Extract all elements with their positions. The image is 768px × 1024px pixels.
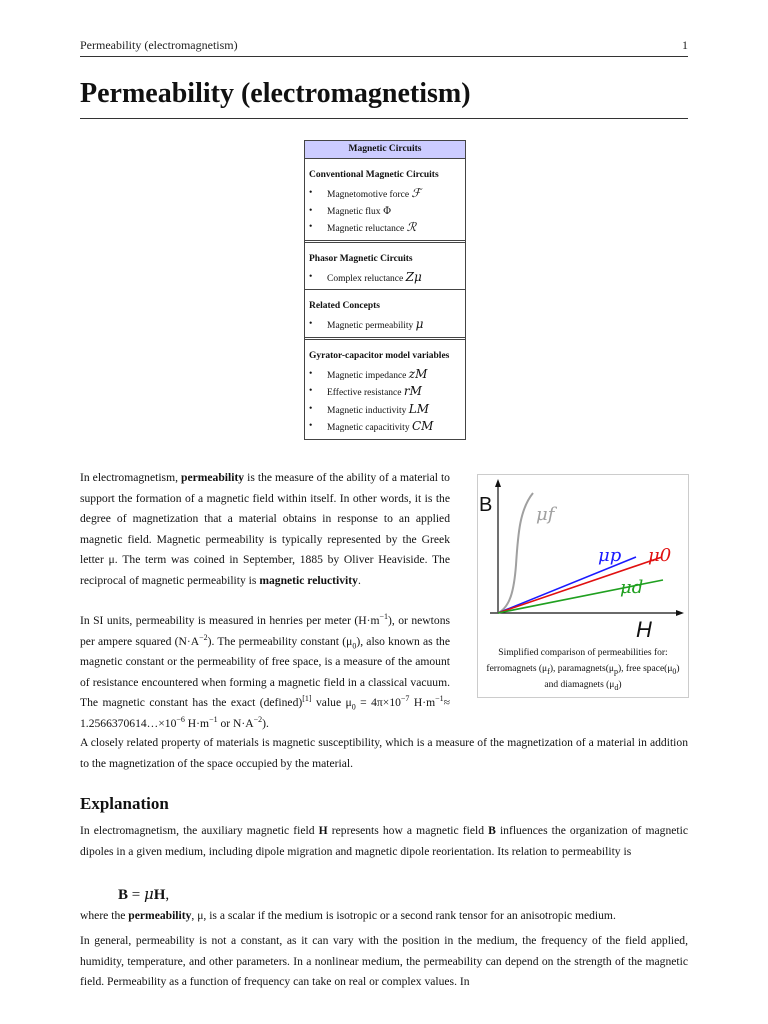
infobox-item-link[interactable]: • Effective resistance rM bbox=[309, 384, 461, 402]
b-axis-arrow bbox=[495, 479, 501, 487]
script-f-symbol: ℱ bbox=[411, 186, 421, 200]
mu-p-label: μp bbox=[598, 545, 622, 566]
nonconstant-paragraph: In general, permeability is not a constant, as it can vary with the position in the medium, the frequency of the field applied, humidity, temperature, and other parameters. In a nonlinear medium, the permeability can depend on the strength of the magnetic field. Permeability as a function of frequency can take on real or complex values. In bbox=[80, 934, 688, 988]
infobox-section-title: Gyrator-capacitor model variables bbox=[309, 350, 450, 361]
h-axis-label: H bbox=[636, 617, 652, 642]
z-m-symbol: zM bbox=[408, 366, 428, 381]
page-title: Permeability (electromagnetism) bbox=[80, 78, 471, 109]
h-axis-arrow bbox=[676, 610, 684, 616]
permeability-term: permeability bbox=[128, 909, 192, 922]
infobox-item-link[interactable]: • Magnetic reluctance ℛ bbox=[309, 220, 461, 238]
infobox-section-title: Conventional Magnetic Circuits bbox=[309, 170, 439, 180]
figure-caption: Simplified comparison of permeabilities for: ferromagnets $(\mu_f)$, $paramagnets(\mu_p)$, free $space(\mu_0)$ and diamagnets $(\mu_d)$ bbox=[486, 648, 680, 692]
magnetic-circuits-infobox bbox=[304, 140, 466, 440]
permeability-term: permeability bbox=[181, 471, 245, 484]
infobox-section-related bbox=[305, 289, 465, 337]
infobox-section-gyrator bbox=[305, 337, 465, 439]
running-title: Permeability (electromagnetism) bbox=[80, 38, 238, 52]
infobox-item-link[interactable]: • Magnetomotive force ℱ bbox=[309, 186, 461, 204]
susceptibility-paragraph: A closely related property of materials is magnetic susceptibility, which is a measure of the magnetization of a material in addition to the magnetization of the space occupied by the material. bbox=[80, 736, 688, 770]
infobox-item-link[interactable]: • Magnetic inductivity LM bbox=[309, 402, 461, 420]
h-field-symbol: H bbox=[318, 824, 328, 837]
infobox-item-link[interactable]: • Magnetic permeability μ bbox=[309, 317, 461, 335]
infobox-item-link[interactable]: • Complex reluctance Zμ bbox=[309, 270, 461, 288]
infobox-section-conventional bbox=[305, 159, 465, 240]
intro-paragraph: In electromagnetism, permeability is the measure of the ability of a material to support the formation of a magnetic field within itself. In other words, it is the degree of magnetization that a material obtains in response to an applied magnetic field. Magnetic permeability is typically represented by the Greek letter μ. The term was coined in September, 1885 by Oliver Heaviside. The reciprocal of magnetic permeability is magnetic reluctivity. bbox=[80, 471, 450, 587]
explanation-paragraph: In electromagnetism, the auxiliary magnetic field H represents how a magnetic field B influences the organization of magnetic dipoles in a given medium, including dipole migration and magnetic dipole reorientation. Its relation to permeability is bbox=[80, 824, 689, 858]
explanation-heading: Explanation bbox=[80, 794, 169, 813]
page-number: 1 bbox=[682, 38, 688, 52]
permeability-formula: B = μH, bbox=[118, 885, 170, 903]
infobox-section-phasor bbox=[305, 240, 465, 290]
citation-link[interactable]: [1] bbox=[302, 694, 312, 704]
mu-f-label: μf bbox=[536, 504, 555, 525]
z-mu-symbol: Zμ bbox=[405, 269, 422, 284]
running-header bbox=[80, 38, 688, 53]
r-m-symbol: rM bbox=[403, 384, 422, 398]
b-field-symbol: B bbox=[488, 824, 496, 837]
script-r-symbol: ℛ bbox=[406, 220, 417, 234]
mu-d-label: μd bbox=[620, 577, 644, 598]
infobox-section-title: Related Concepts bbox=[309, 301, 380, 311]
reluctivity-term: magnetic reluctivity bbox=[259, 573, 358, 587]
ferromagnet-curve bbox=[498, 493, 533, 613]
infobox-heading: Magnetic Circuits bbox=[305, 141, 465, 159]
title-rule bbox=[80, 118, 688, 119]
c-m-symbol: CM bbox=[411, 419, 434, 433]
permeability-figure bbox=[477, 474, 689, 698]
b-axis-label: B bbox=[479, 494, 493, 516]
permeability-diagram bbox=[478, 475, 688, 645]
si-units-paragraph: In SI units, permeability is measured in henries per meter $(H\cdot m^{-1})$, or newtons per ampere squared $(N\cdot A^{-2})$. The permeability constant $(\mu_0)$, also known as the magnetic constant or the permeability of free space, is a measure of the amount of resistance encountered when forming a magnetic field in a classical vacuum. The magnetic constant has the exact (defined)[1] value $\mu_0 = 4\pi\times 10^{-7}$ $H\cdot m^{-1}\approx$ $1.2566370614\dots\times 10^{-6}$ $H\cdot m^{-1}$ or $N\cdot A^{-2}$). bbox=[80, 612, 451, 730]
infobox-item-link[interactable]: • Magnetic capacitivity CM bbox=[309, 419, 461, 437]
phi-symbol: Φ bbox=[382, 205, 392, 217]
l-m-symbol: LM bbox=[408, 401, 430, 416]
header-rule bbox=[80, 56, 688, 57]
infobox-item-link[interactable]: • Magnetic impedance zM bbox=[309, 367, 461, 385]
mu-symbol: μ bbox=[415, 317, 424, 331]
infobox-section-title: Phasor Magnetic Circuits bbox=[309, 253, 413, 264]
infobox-item-link[interactable]: • Magnetic flux Φ bbox=[309, 204, 461, 221]
mu-0-label: μ0 bbox=[648, 545, 672, 566]
tensor-paragraph: where the permeability, μ, is a scalar if the medium is isotropic or a second rank tensor for an anisotropic medium. bbox=[80, 909, 616, 922]
